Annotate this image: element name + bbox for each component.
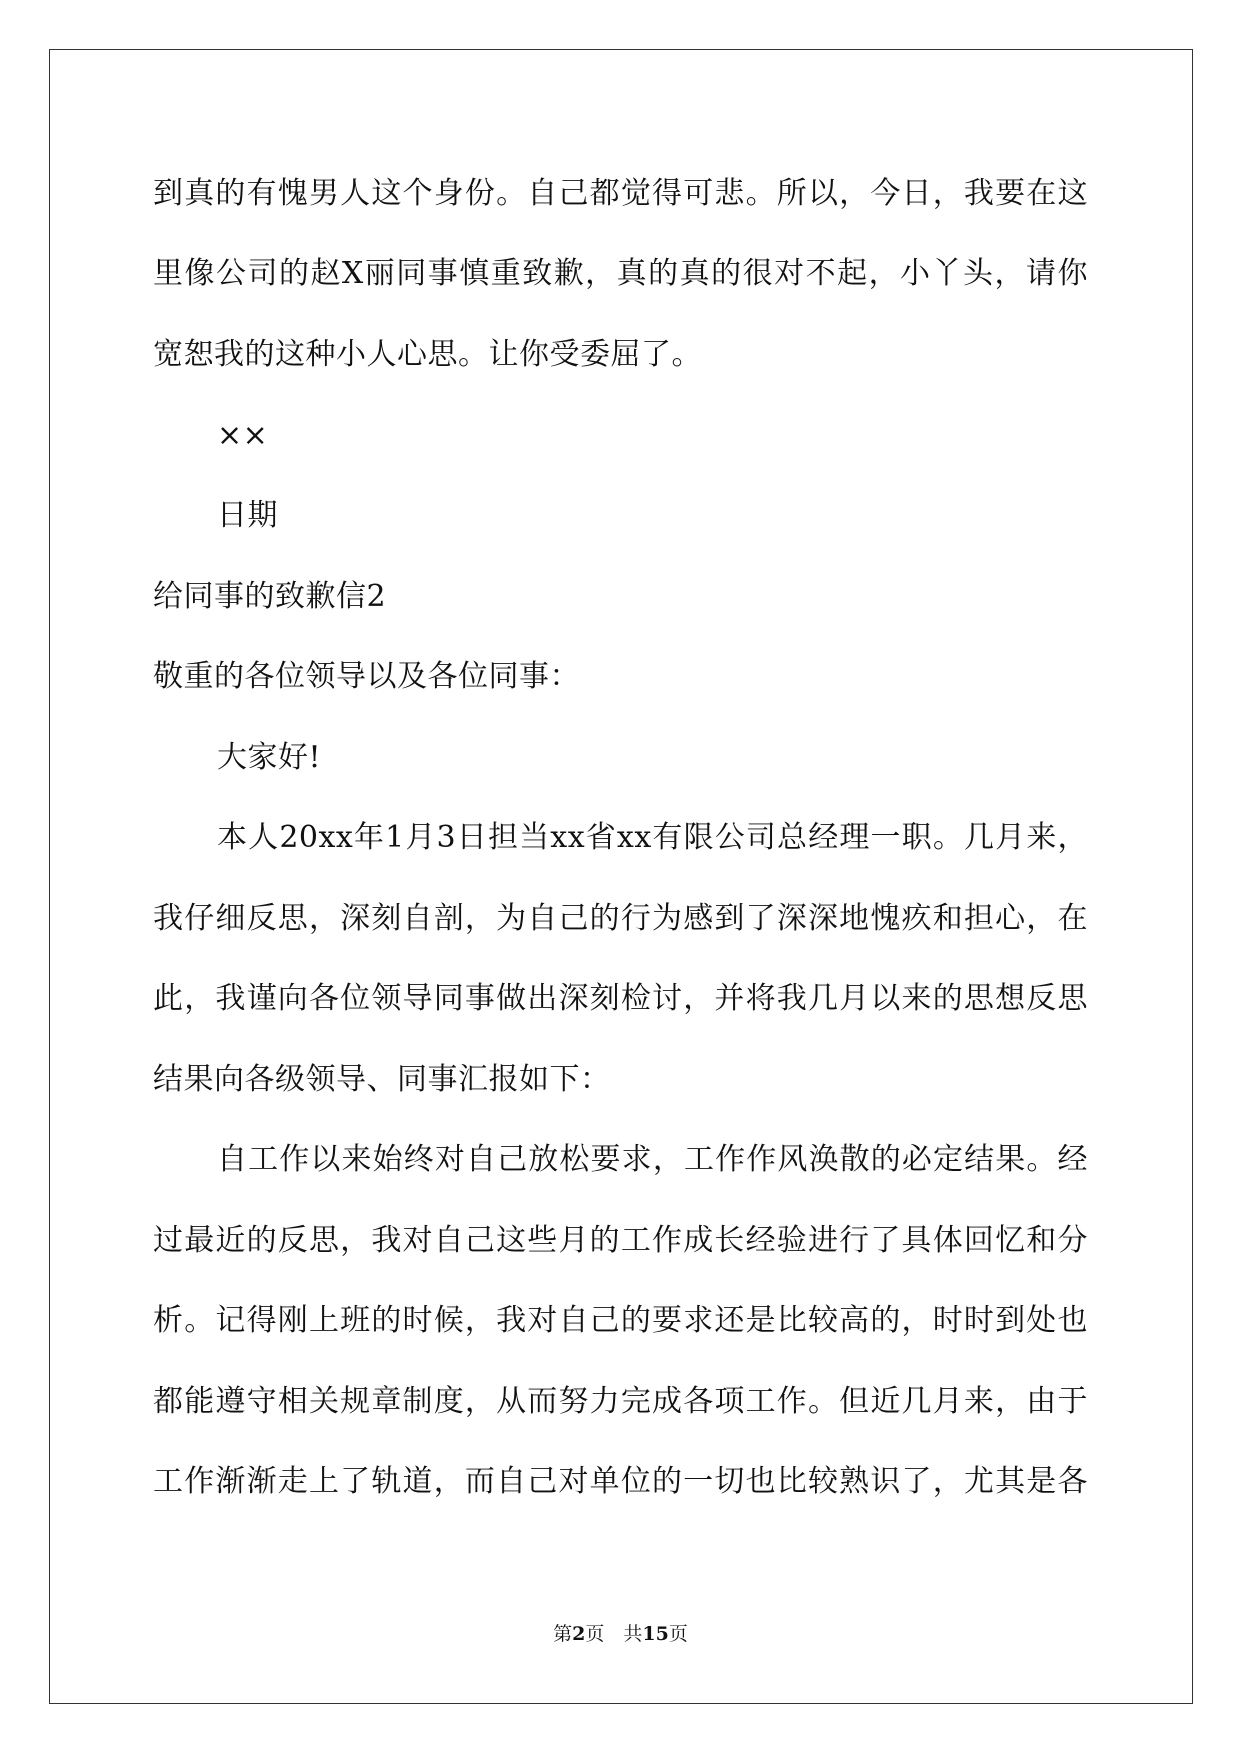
footer-middle: 页 共 [585, 1623, 643, 1645]
page-footer [0, 1622, 1241, 1646]
body-line: 里像公司的赵X丽同事慎重致歉，真的真的很对不起，小丫头，请你 [153, 256, 1088, 291]
body-line: 本人20xx年1月3日担当xx省xx有限公司总经理一职。几月来， [217, 820, 1088, 855]
footer-prefix: 第 [553, 1623, 573, 1645]
current-page-number: 2 [572, 1623, 586, 1645]
signature-placeholder: ×× [217, 418, 269, 453]
date-placeholder: 日期 [217, 498, 278, 533]
body-line: 此，我谨向各位领导同事做出深刻检讨，并将我几月以来的思想反思 [153, 981, 1088, 1016]
body-line: 自工作以来始终对自己放松要求，工作作风涣散的必定结果。经 [217, 1142, 1088, 1177]
body-line: 结果向各级领导、同事汇报如下： [153, 1062, 611, 1097]
body-line: 宽恕我的这种小人心思。让你受委屈了。 [153, 337, 702, 372]
body-line: 都能遵守相关规章制度，从而努力完成各项工作。但近几月来，由于 [153, 1384, 1088, 1419]
body-line: 析。记得刚上班的时候，我对自己的要求还是比较高的，时时到处也 [153, 1303, 1088, 1338]
footer-suffix: 页 [668, 1623, 688, 1645]
total-page-count: 15 [642, 1623, 669, 1645]
body-line: 我仔细反思，深刻自剖，为自己的行为感到了深深地愧疚和担心，在 [153, 901, 1088, 936]
greeting: 大家好! [217, 740, 322, 775]
section-title: 给同事的致歉信2 [153, 579, 387, 614]
salutation: 敬重的各位领导以及各位同事： [153, 659, 580, 694]
body-line: 到真的有愧男人这个身份。自己都觉得可悲。所以，今日，我要在这 [153, 176, 1088, 211]
body-line: 过最近的反思，我对自己这些月的工作成长经验进行了具体回忆和分 [153, 1223, 1088, 1258]
body-line: 工作渐渐走上了轨道，而自己对单位的一切也比较熟识了，尤其是各 [153, 1464, 1088, 1499]
page-border [49, 49, 1193, 1704]
